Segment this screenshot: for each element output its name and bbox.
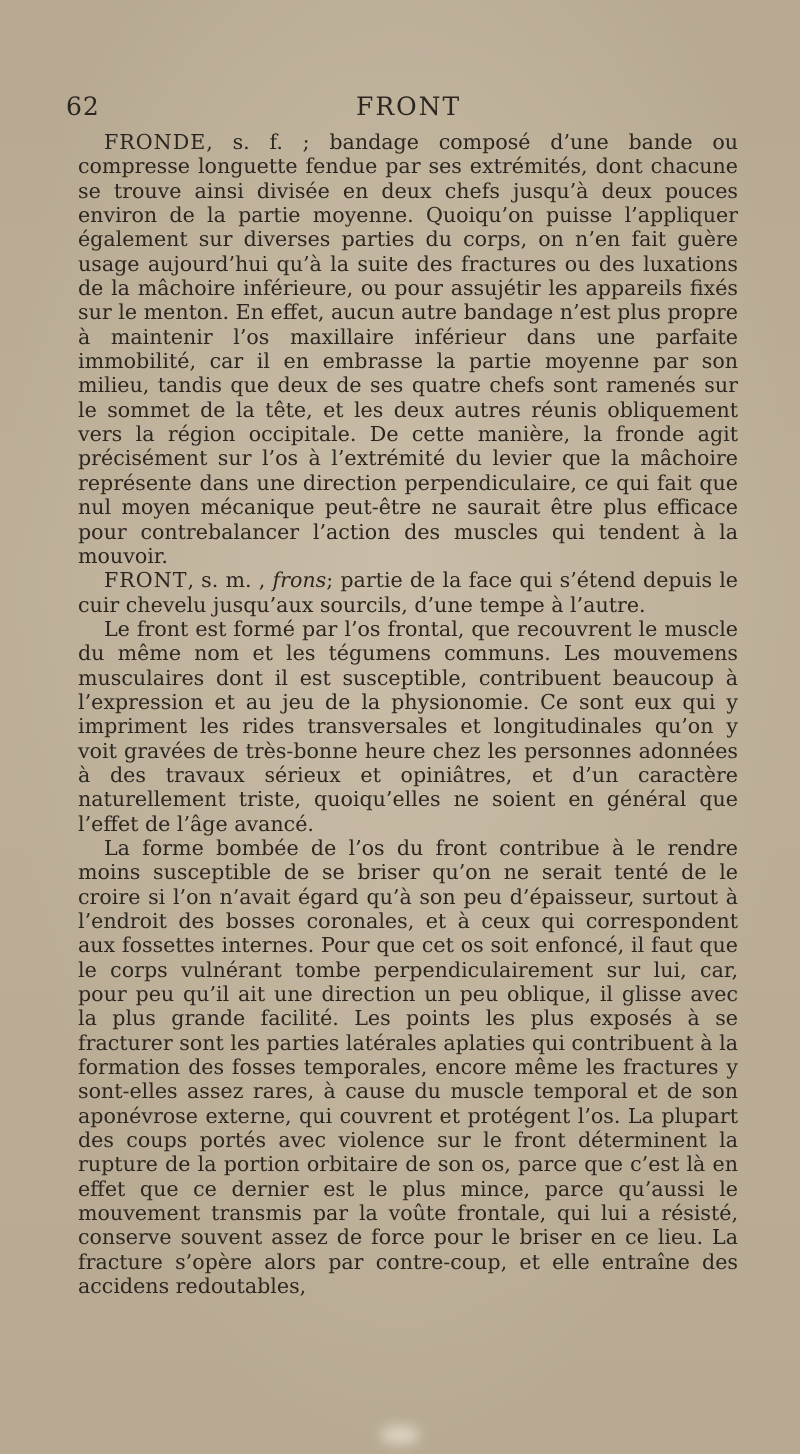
entry-front-body: ; partie de la face qui s’étend depuis le cuir chevelu jusqu’aux sourcils, d’une tempe à l’autre. [78,568,738,617]
page-header [66,92,746,126]
paper-stain [380,1425,420,1445]
entry-front-latin: frons [272,568,327,593]
paragraph-front-anatomy: Le front est formé par l’os frontal, que recouvrent le muscle du même nom et les tégumens communs. Les mouvemens musculaires dont il est susceptible, contribuent beaucoup à l’expression et au jeu de la physionomie. Ce sont eux qui y impriment les rides transversales et longitudinales qu’on y voit gravées de très-bonne heure chez les personnes adonnées à des travaux sérieux et opiniâtres, et d’un caractère naturellement triste, quoiqu’elles ne soient en général que l’effet de l’âge avancé. [78,616,738,836]
entry-fronde [78,130,738,568]
entry-front [78,568,738,617]
headword-fronde: FRONDE [104,130,207,154]
page-number: 62 [66,92,100,121]
headword-front: FRONT [104,568,188,593]
paragraph-front-fractures: La forme bombée de l’os du front contribue à le rendre moins susceptible de se briser qu’on ne serait tenté de le croire si l’on n’avait égard qu’à son peu d’épaisseur, surtout à l’endroit des bosses coronales, et à ceux qui correspondent aux fossettes internes. Pour que cet os soit enfoncé, il faut que le corps vulnérant tombe perpendiculairement sur lui, car, pour peu qu’il ait une direction un peu oblique, il glisse avec la plus grande facilité. Les points les plus exposés à se fracturer sont les parties latérales aplaties qui contribuent à la formation des fosses temporales, encore même les fractures y sont-elles assez rares, à cause du muscle temporal et de son aponévrose externe, qui couvrent et protégent l’os. La plupart des coups portés avec violence sur le front déterminent la rupture de la portion orbitaire de son os, parce que c’est là en effet que ce dernier est le plus mince, parce qu’aussi le mouvement transmis par la voûte frontale, qui lui a résisté, conserve souvent assez de force pour le briser en ce lieu. La fracture s’opère alors par contre-coup, et elle entraîne des accidens redoutables, [78,835,738,1299]
entry-fronde-body: , s. f. ; bandage composé d’une bande ou compresse longuette fendue par ses extrémités, dont chacune se trouve ainsi divisée en deux chefs jusqu’à deux pouces environ de la partie moyenne. Quoiqu’on puisse l’appliquer également sur diverses parties du corps, on n’en fait guère usage aujourd’hui qu’à la suite des fractures ou des luxations de la mâchoire inférieure, ou pour assujétir les appareils fixés sur le menton. En effet, aucun autre bandage n’est plus propre à maintenir l’os maxillaire inférieur dans une parfaite immobilité, car il en embrasse la partie moyenne par son milieu, tandis que deux de ses quatre chefs sont ramenés sur le sommet de la tête, et les deux autres réunis obliquement vers la région occipitale. De cette manière, la fronde agit précisément sur l’os à l’extrémité du levier que la mâchoire représente dans une direction perpendiculaire, ce qui fait que nul moyen mécanique peut-être ne saurait être plus efficace pour contrebalancer l’action des muscles qui tendent à la mouvoir. [78,130,738,568]
running-head: FRONT [356,92,462,121]
entry-front-grammar: , s. m. , [187,568,273,593]
page-text [78,130,738,1299]
